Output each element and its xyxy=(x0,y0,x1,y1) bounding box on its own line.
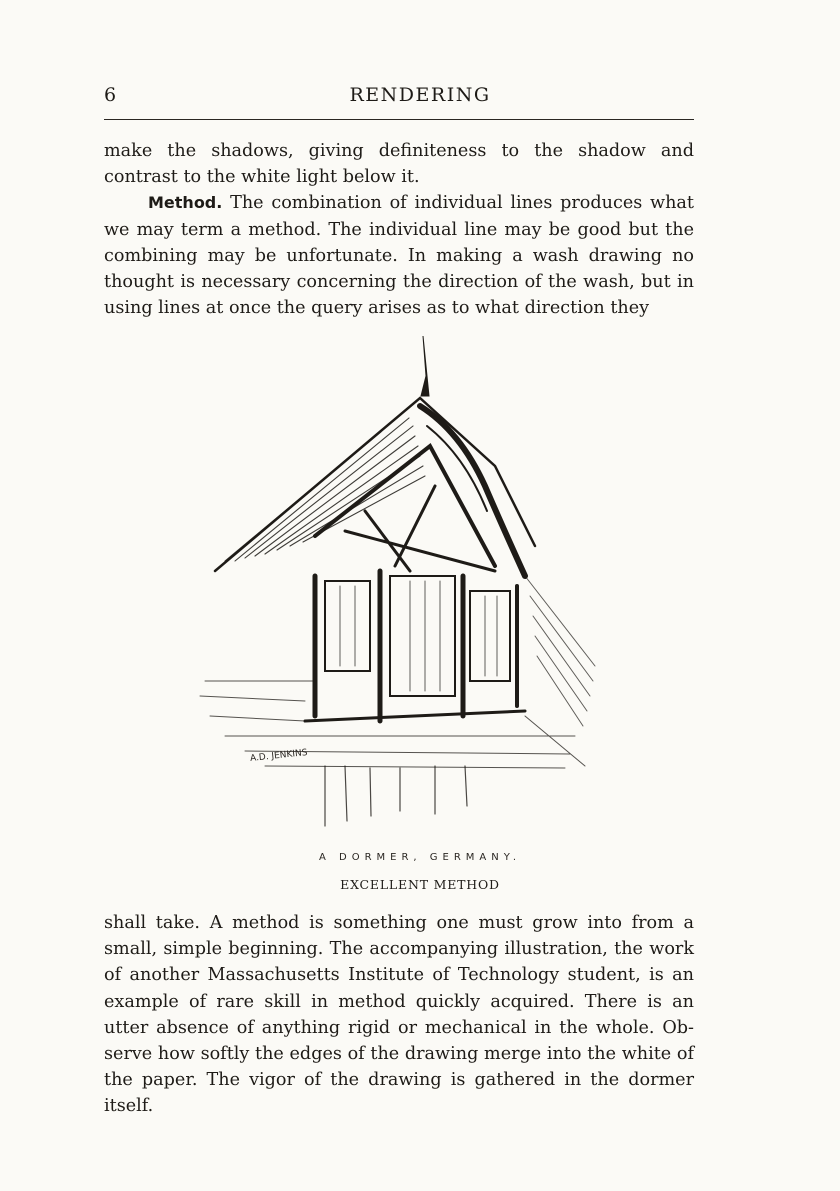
method-text: The combination of individual lines produces what we may term a method. The individual line may be good but the combining may be unfortunate. In making a wash drawing no thought is necessary concerning the direction of the wash, but in using lines at once the query arises as to what direction they xyxy=(104,193,694,319)
text-block-top xyxy=(104,138,694,321)
running-head: RENDERING xyxy=(349,84,491,106)
paragraph-method xyxy=(104,190,694,321)
page-number: 6 xyxy=(104,84,117,106)
dormer-illustration xyxy=(195,336,605,856)
text-block-bottom xyxy=(104,910,694,1120)
figure-caption: EXCELLENT METHOD xyxy=(340,877,500,892)
method-heading: Method. xyxy=(148,193,223,213)
paragraph-continuation: make the shadows, giving definiteness to the shadow and contrast to the white light below it. xyxy=(104,141,694,188)
paragraph-method-continued: shall take. A method is something one must grow into from a small, simple beginning. The accompanying illustration, the work of another Massachusetts Institute of Technology student, is an example of rare skill in method quickly acquired. There is an utter absence of anything rigid or mechanical in the whole. Ob-serve how softly the edges of the drawing merge into the white of the paper. The vigor of the drawing is gathered in the dormer itself. xyxy=(104,913,694,1117)
artist-signature: A.D. JENKINS xyxy=(249,748,308,764)
header-rule xyxy=(104,119,694,120)
handwritten-caption: A DORMER, GERMANY. xyxy=(318,852,522,863)
